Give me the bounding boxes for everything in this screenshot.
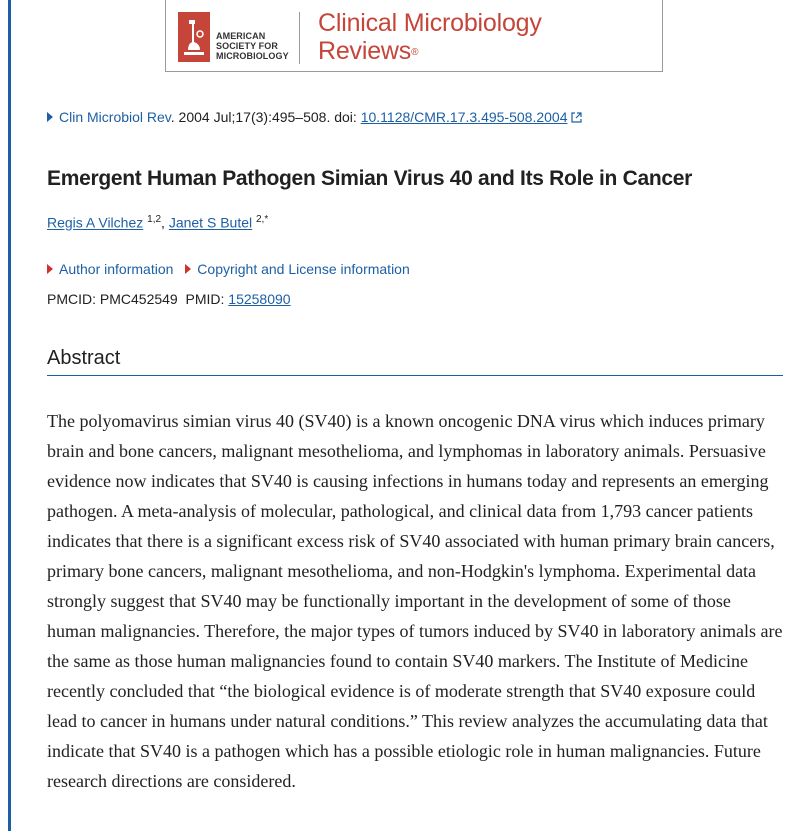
banner-divider bbox=[299, 12, 300, 64]
author-list: Regis A Vilchez $^{1,2}$, Janet S Butel $^{2,*}$ bbox=[47, 214, 269, 231]
citation-details: . 2004 Jul;17(3):495–508. doi: bbox=[170, 109, 361, 125]
article-identifiers bbox=[47, 291, 291, 307]
external-link-icon[interactable] bbox=[571, 112, 582, 123]
article-title: Emergent Human Pathogen Simian Virus 40 and Its Role in Cancer bbox=[47, 167, 693, 190]
pmcid-value: PMC452549 bbox=[99, 291, 178, 307]
disclosure-triangle-icon bbox=[47, 264, 53, 274]
author-information-toggle[interactable]: Author information bbox=[59, 261, 174, 277]
author-affiliation: 2,* bbox=[256, 214, 269, 225]
author-link[interactable]: Regis A Vilchez bbox=[47, 214, 144, 231]
info-links bbox=[47, 261, 418, 277]
journal-title: Clinical Microbiology Reviews® bbox=[318, 9, 542, 65]
disclosure-triangle-icon bbox=[185, 264, 191, 274]
doi-link[interactable]: 10.1128/CMR.17.3.495-508.2004 bbox=[360, 109, 568, 125]
pmcid-label: PMCID: bbox=[47, 291, 96, 307]
abstract-divider bbox=[47, 375, 783, 376]
disclosure-triangle-icon bbox=[47, 112, 53, 122]
pmid-label: PMID: bbox=[185, 291, 225, 307]
journal-abbrev-link[interactable]: Clin Microbiol Rev bbox=[59, 109, 171, 125]
copyright-license-toggle[interactable]: Copyright and License information bbox=[197, 261, 410, 277]
author-link[interactable]: Janet S Butel bbox=[168, 214, 253, 231]
author-affiliation: 1,2 bbox=[147, 214, 162, 225]
abstract-text: The polyomavirus simian virus 40 (SV40) is a known oncogenic DNA virus which induces primary brain and bone cancers, malignant mesothelioma, and lymphomas in laboratory animals. Persuasive evidence now indicates that SV40 is causing infections in humans today and represents an emerging pathogen. A meta-analysis of molecular, pathological, and clinical data from 1,793 cancer patients indicates that there is a significant excess risk of SV40 associated with human primary brain cancers, primary bone cancers, malignant mesothelioma, and non-Hodgkin's lymphoma. Experimental data strongly suggest that SV40 may be functionally important in the development of some of those human malignancies. Therefore, the major types of tumors induced by SV40 in laboratory animals are the same as those human malignancies found to contain SV40 markers. The Institute of Medicine recently concluded that “the biological evidence is of moderate strength that SV40 exposure could lead to cancer in humans under natural conditions.” This review analyzes the accumulating data that indicate that SV40 is a pathogen which has a possible etiologic role in human malignancies. Future research directions are considered. bbox=[47, 411, 783, 791]
pmid-link[interactable]: 15258090 bbox=[228, 291, 291, 307]
society-name: AMERICAN SOCIETY FOR MICROBIOLOGY bbox=[216, 31, 289, 61]
left-accent-rule bbox=[8, 0, 11, 831]
abstract-heading: Abstract bbox=[47, 347, 121, 369]
asm-logo-icon bbox=[178, 12, 210, 62]
journal-banner[interactable] bbox=[165, 0, 663, 72]
citation-line bbox=[47, 109, 582, 125]
